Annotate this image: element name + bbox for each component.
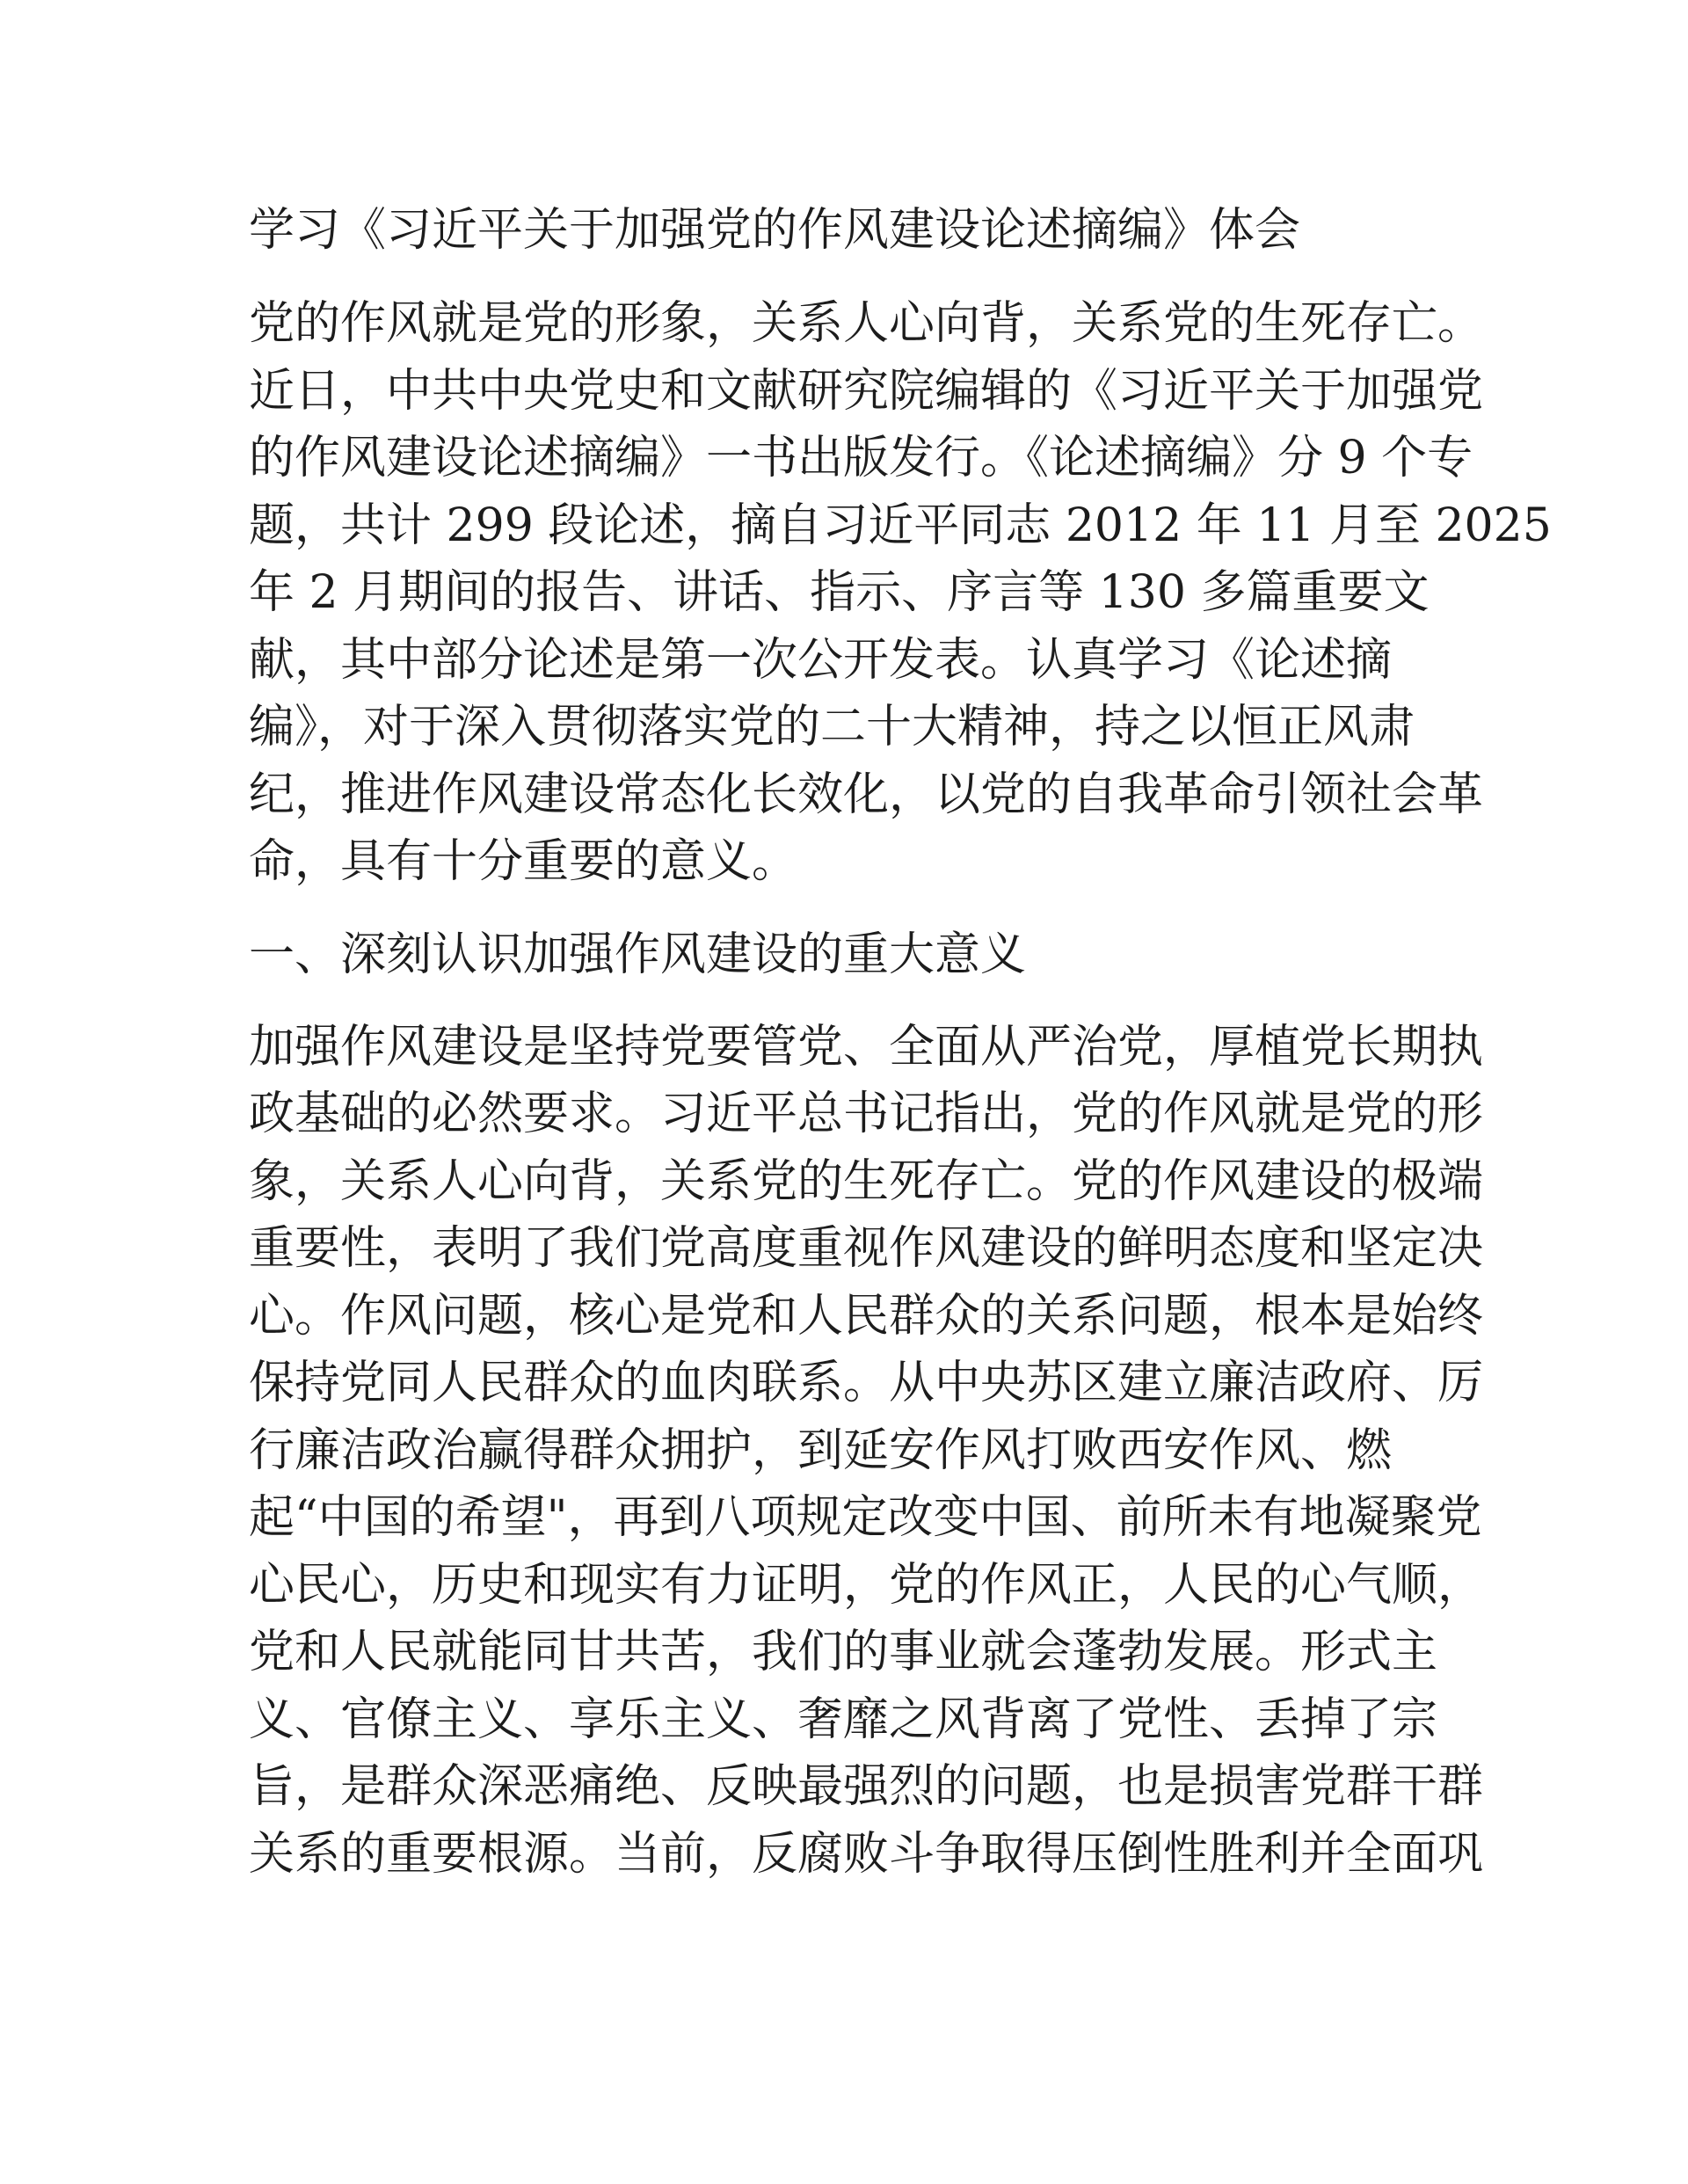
text-line: 献，其中部分论述是第一次公开发表。认真学习《论述摘 [249, 633, 1393, 687]
text-line: 年 2 月期间的报告、讲话、指示、序言等 130 多篇重要文 [249, 566, 1430, 619]
text-line: 党的作风就是党的形象，关系人心向背，关系党的生死存亡。 [249, 297, 1484, 350]
text-line: 命，具有十分重要的意义。 [249, 835, 798, 888]
text-line: 重要性，表明了我们党高度重视作风建设的鲜明态度和坚定决 [249, 1222, 1484, 1275]
text-line: 编》，对于深入贯彻落实党的二十大精神，持之以恒正风肃 [249, 701, 1415, 753]
text-line: 行廉洁政治赢得群众拥护，到延安作风打败西安作风、燃 [249, 1423, 1393, 1477]
text-line: 政基础的必然要求。习近平总书记指出，党的作风就是党的形 [249, 1088, 1484, 1140]
text-line: 保持党同人民群众的血肉联系。从中央苏区建立廉洁政府、厉 [249, 1357, 1484, 1409]
body-paragraph [249, 1014, 1484, 1889]
text-line: 心民心，历史和现实有力证明，党的作风正，人民的心气顺， [249, 1558, 1484, 1612]
text-line: 党和人民就能同甘共苦，我们的事业就会蓬勃发展。形式主 [249, 1626, 1438, 1678]
text-line: 旨，是群众深恶痛绝、反映最强烈的问题，也是损害党群干群 [249, 1760, 1484, 1813]
text-line: 义、官僚主义、享乐主义、奢靡之风背离了党性、丢掉了宗 [249, 1693, 1438, 1746]
document-title: 学习《习近平关于加强党的作风建设论述摘编》体会 [249, 204, 1301, 257]
text-line: 题，共计 299 段论述，摘自习近平同志 2012 年 11 月至 2025 [249, 499, 1552, 552]
section-heading: 一、深刻认识加强作风建设的重大意义 [249, 928, 1027, 981]
text-line: 起“中国的希望"，再到八项规定改变中国、前所未有地凝聚党 [249, 1491, 1482, 1544]
text-line: 纪，推进作风建设常态化长效化，以党的自我革命引领社会革 [249, 768, 1484, 821]
text-line: 象，关系人心向背，关系党的生死存亡。党的作风建设的极端 [249, 1154, 1484, 1208]
text-line: 加强作风建设是坚持党要管党、全面从严治党，厚植党长期执 [249, 1020, 1484, 1074]
text-line: 的作风建设论述摘编》一书出版发行。《论述摘编》分 9 个专 [249, 432, 1473, 484]
text-line: 关系的重要根源。当前，反腐败斗争取得压倒性胜利并全面巩 [249, 1827, 1484, 1881]
intro-paragraph [249, 290, 1552, 896]
text-line: 近日，中共中央党史和文献研究院编辑的《习近平关于加强党 [249, 364, 1484, 418]
text-line: 心。作风问题，核心是党和人民群众的关系问题，根本是始终 [249, 1289, 1484, 1343]
document-page [249, 195, 1552, 1911]
